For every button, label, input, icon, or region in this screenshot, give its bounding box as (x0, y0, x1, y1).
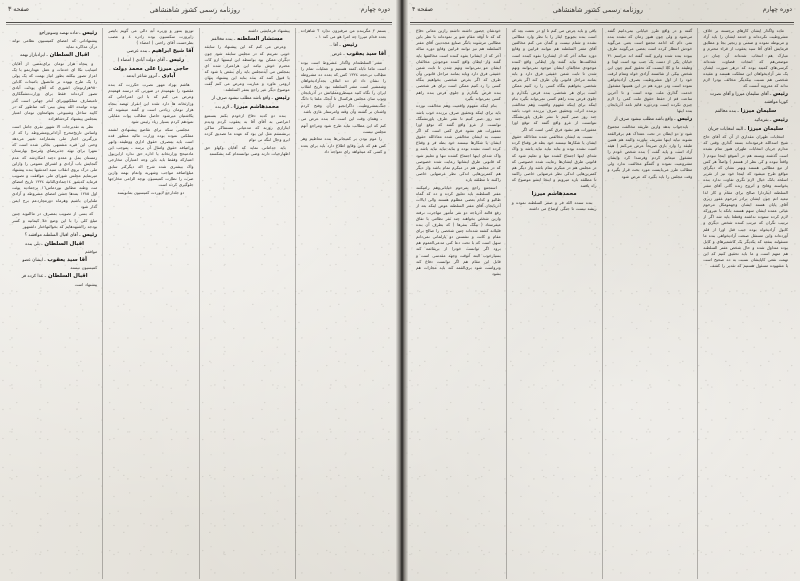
speaker-name: رئیس (773, 116, 788, 123)
volume-label-right: دوره چهارم (762, 5, 792, 14)
speaker-name: اقبال السلطان (49, 52, 90, 59)
speaker-name: رئیس (274, 95, 290, 102)
speaker-remark: ـ بنده عرضی (126, 49, 150, 55)
speaker-name: رئیس (773, 91, 788, 98)
speaker-name: مستشار السلطنه (237, 35, 283, 42)
speaker-remark: ـ لازم بده (215, 105, 233, 111)
speaker-name: آقا شیخ ابراهیم (151, 48, 194, 55)
speaker-name: محمدهاشم میرزا (531, 191, 577, 198)
column-r4 (411, 28, 507, 579)
speaker-heading (108, 57, 193, 64)
speaker-remark: ـ آقای اقبال السلطنه موافقند ؟ (24, 232, 81, 238)
paragraph: کمیسیون نیسته (70, 265, 98, 271)
columns-right (404, 28, 800, 579)
speaker-remark: ـ عذا کرده فر (21, 274, 47, 280)
paragraph: مجلسی سکه برای تقاضع پیشنهادی لشمه مملکتی نموده بوده وزارت مالیه منظور قده است باید بمصرف حقوق اداری ووظیفه وانهر وراضافه حقوق وامثال آن برسد ـ بموجب این مادمیحج وزارتخانه یا اداره حق ندارد ازاین‌پول اعتبارکه وفقط باید باین وجه اعتبارآن مخارجی واک بیشتری شده شرح اله دیگرکثر سابق مبلغ‌اضافه مواجب وشهریه وانعام بهمه وازین ضرت را نظارت کمیسیون بوجه الزامی مخارجها جلوگیری کرده است (108, 126, 194, 188)
speaker-remark: ـ بفرمائید (754, 117, 772, 123)
paragraph: هاشم بهزاد مهور نصرت حکرزت که بنده مقصود را نفهمیدم در صورتی که درسند فهمیدم وعرض می کنم که با این اعتراحاتی که وزارتخانه ها دارد شده این انقراز نهضه بنجاه هزار تومان زیادتی است و گفته میشوند که یکاشتیان میرشود حاصل مطالب پوات مقابلی نمودهم کردم بسیار زیاد رئیس شود (108, 82, 194, 124)
paragraph: انتخابات طهران مقداری از آن که آقای حاج شیخ اسدالله فرموده‌اند بسته گذاری وقتی که مدارم جریان انتخابات طهران هنوز تمام نشده است گذشته ویسته هم در آنموقع اینجا نبودم ( واقعاً نبوده و کی نظر از هستم ) واصلاً هر کس از تبع مطالبی هستند وبهتر نشان که دیگرای مواقع طرح میشود که اینجا خود نیز از تقریر اسلحه بانک خیال لازم نگری تفاوت ندارد بنده بخواسته وفاتح و اتروج زنده گانی آقای مفتر السلطنه ایثاردارا صالح برای مقام و کار لذا تبعید اتم چون ایشان برادر مرحوم غفور زیری آقای پایان هسته ایشان وجهمومکل مرحوم غیاثی عمده ایشان سهم هستند بانکه با عبرورکه لازم کرده ستوده نداشته وقطعا باید شد اگر از ترتیب نگران که مرتب کننده شخص دیگری و کابول آزادیخواه بوده جیب قتل اورا از قلم آورده‌اند واین مستقل صنعت آزادیخواهی بنده ما مسئولند بنفعه که یکدیگر یک کاشمیرهای و کابل بوده متداول شده و حال شخص مفتر السلطنه هم متهم است و ما باید تحقیق کنیم که این تهمت نفعی کاپایشان نسبت به ده صحیح است یا مشهوده مسئول هستیم که تقدیر را کشف (703, 134, 788, 269)
speaker-heading (12, 257, 97, 264)
speaker-heading (301, 42, 386, 49)
masthead-left (0, 0, 398, 26)
paragraph: گفته و در واقع طرز خیابانی نمی‌دانیم گفته می‌شود و ولی چون هنوز زمان که نشده بنده نمی دام که ادامه مجمع است بعنی می‌گوید خودش انتظار کرده است بعضی می‌گویند طرف ببوده بنده شده وابرو کنند گفته اند مراسم ۳۱ خیابان یکی از دست یک جنب بود است لهذا و وظیفه ما و کلا اینست که تحقیق کنیم چون این شخص بیکی از شائسته آزادی خواه وتمام لرفت خود را از اول مشروطیت بصرف آزادیخواهی نموده است ودر دوره هم در این همینها مشغول خدمت گذاری ملت بوده است و تا آخرین ساعت قم از حفظ حقوق ملت کمی را لازم چیزی نکرده است ودردوره قائم نامه آذربایجان بنده اینها (607, 28, 693, 114)
paragraph: خودشان حضور داشته داشته رازین معانی دفاع که که تا آوقد مقام شو پر نموده‌اند با نظر باین مطالبی مرشوند بانگر صنایع مجددبین آقای مفتر السلطنه هم نیز توانند قرابین وقایع دوره ساله آخر که از ایشانرا نفوه کننده است مخالفتها باید گفته واز ایطان واقع کننده موجودین مخالفان ایشان مو نمی‌توانند وتهم شدن تا تابت شمن خفیفی فرق دارد وبابه بمانند مراحل قانونی وآن طرف که اگر بغرض شخصی بخواهیم بنگاه کسی را رد کنیم ممکن است برای هر شخصی بنده فرض بگذارم و جلوی فرض بنده راهم کسی نمی‌تواند بگیرد (416, 28, 501, 101)
speaker-name: اقبال السلطان (44, 240, 84, 247)
speaker-name: رئیس (82, 29, 98, 36)
speaker-heading (703, 117, 788, 124)
column-r3 (507, 28, 603, 579)
paragraph: استجمع راجع بمرحوم خیابانی‌وهم رامیکنند مفتر السلطنه باید تعلیق کرده و ده که گماه طالبو و کدام بعضی مظلوم هستند والی ایالات آذربایجان آقای مفتر السلطنه عوض اینکه بعد از رفع فالته آذرباجه دو نفر مأمور مهاجرت نرفته وازین شخص بخواهند چند نفر نظامی با تفاق میفرستاد ( بیگک بنفرها ) که بطرف آن بنده فلیلانه کشته شده‌اند چنین شخصی را صالح برای مقام و کانت و نشستن دو پارلمانی نمی‌دانم سهل است که با تحت دعا کنی مدعی‌العموم هم برود اگر توانست خودرا از بریقائمه کند بسیارخوب البته آنوقت وجهه مقدسی است و قابل این مقام هم اگر توانست دفاع کند وترواست شود بری‌القمه کند باید مجازات هم بشود (416, 184, 501, 277)
speaker-heading (205, 95, 290, 102)
speaker-heading (108, 66, 193, 81)
columns-left (0, 28, 398, 579)
page-right (404, 0, 800, 581)
paragraph: بستم ٢ مگربنده من مرفیزون ندارد ؟ شاهزاده بعده فدام میرزا چه امرا هو می کند ١ ـ (300, 28, 386, 40)
speaker-heading (12, 232, 97, 239)
speaker-heading (205, 36, 290, 43)
speaker-remark: ـ ماده نهصد وسوم‌راجع (39, 30, 81, 36)
paragraph: ـ وهمان وقت این است که بنده عرض می کنم که این مطالب نباید طرح شود ومراجع آنهم مجلس نیست (300, 116, 386, 134)
paragraph: بنده سنده الله فر و صفر السلطنه نموده و ریشه نیست تا جنگی اوضاع می داشته (511, 199, 597, 211)
page-number-right: صفحه ۴ (412, 5, 433, 14)
speaker-remark: ـ آقای دولت آبادی ( امضاء ) (117, 58, 168, 64)
speaker-name: رئیس (677, 115, 693, 122)
paragraph: پیشنهاداتی که اعضای کمیسیون نظامی تواند درآن مذاکره نماید (12, 38, 98, 50)
publication-title-right: روزنامه رسمی کشور شاهنشاهی (552, 5, 643, 15)
paragraph: مفتر السلطنه‌ام واگذار مشروط است بوده است ماما تاباه کمته هستیم و عملیات تمام را مطالب نی‌حجه ١٣٢٤ کس که بعده ده مشروطه را نشان داد ام ده انتلاف بجدآزادیخواهان وشمشیر است مفتر السلطنه بود تاریخ انقلاب ایران را نگاه کنید میبنظروعملیاتش در آذربایجان وتوپ سان مجلس هرکسال تا آنجک ملما با دانگ جنگ‌بمشروطیت داگرانجبو ازآن وفتح کردم واشنان بر گشته وآن وقته وامرستار غازی باشد (300, 59, 386, 114)
paragraph: بنده دو کدبه دفاع ازخودم بکنم بتسمیع اعراضی به آقای آقا به یعقوب کردم ودیدم ایثارازی روزنه که مدعیانی مستماکر ساکن برنشستم مثل این بود که عهده ما تصدیق کرده ایرو وحال لنگه نی توام (204, 112, 290, 143)
speaker-remark: ـ البته انتخابات جریان (707, 126, 746, 132)
speaker-name: رئیس (342, 41, 358, 48)
column-r2 (603, 28, 699, 579)
masthead-rule-left (6, 22, 392, 23)
speaker-remark: ـ آقای سلیمان میرزا و آقای نصرت کوربا موافقند (709, 92, 788, 105)
speaker-remark: ـ واقع باشد مطلب نبشود صرف از (614, 116, 676, 122)
column-l3 (103, 28, 199, 579)
speaker-heading (703, 108, 788, 115)
speaker-remark: ـ آنروز شاعر ابدمه (126, 74, 160, 80)
speaker-name: سلیمان میرزا (740, 107, 777, 114)
speaker-heading (205, 104, 290, 111)
speaker-heading (703, 126, 788, 133)
paragraph-extra: باید جدامانی نماید که آقایان وکهاو حق اظهارحیات دارند وضی توانسته‌ام کند بشکسته (204, 145, 290, 157)
speaker-remark: ـ بنده مخالفم (211, 36, 236, 42)
speaker-name: رئیس (169, 57, 185, 64)
publication-title-left: روزنامه رسمی کشور شاهنشاهی (149, 5, 240, 15)
speaker-name: اقبال السلطان (47, 273, 88, 280)
paragraph: موافقم (85, 249, 98, 255)
paragraph-extra: را موم بودن بر کمیجانی‌ها بنده معاظیم وهر کس هم که باین وقایع اطلاع دارد باید برای بعده و کسی که میخواهد رای تعواجه داد (300, 136, 386, 154)
column-l1 (296, 28, 391, 579)
speaker-name: رئیس (82, 231, 98, 238)
speaker-heading (12, 30, 97, 37)
speaker-name: آقا سید یعقوب (346, 50, 386, 57)
speaker-remark: ـ عرض (331, 51, 345, 57)
speaker-name: آقا سید یعقوب (47, 256, 87, 263)
masthead-rule-right (410, 22, 794, 23)
paragraph: توزیع بنتور و وزیره آبه دالی می گویم بانضر زاپروزت سکسیون بوده زادره ٤ و عضب بطرحست آقای راحتی ( امضاء ) (108, 28, 194, 46)
speaker-name: حاجی میرزا علی محمد دولت آبادی (113, 66, 189, 80)
paragraph-extra: نظر به تقدیرجات الا شهور نفری جامل است واساس تاریخ‌محرج آزادانی‌ومشروطه را که از بزرگترین اجبار ملی بشمارامد تغییر می‌دهد وحتی این قبره مشتبهی بجائی شده است که نمهرا برای تهیه جذبریضای ومرسخ بهارستان زمستان بمل و معدو دچند اصلان‌شد که عدم گنجایش باب آزادی و اشتراق عمومی را وازاین ملی درک بروی انقلاب سیه امدنقیها بنده پیشنهاد میرنمایم مجلس شورای ملی موافقت و تصویب فرماید که‌بموز ١٤جمادی‌الثانیه ١٣٢٤ تاریخ امضای مث وطنه مطابق بوردماس١٦ برجمادیه پوئت اول ١٢٨٥ بمدها جشن امضای مشروطه و آزادی ملتایران باشیم وهرماه دورمچاردعم برج ایمن گذار شود (12, 123, 98, 209)
speaker-remark: ـ ایرادبازار نهمه (20, 53, 48, 59)
paragraph: و پنجاه هزار تومان برای‌بعضی از آقایان امینایب نکا ای خدمات و عمل عهدارنمو با یک اعزاز تصور ببکلته بطور انیاز بهمت که یک پولی را یک طرح نهوده بر مانصول بامبدات کاباین ٩٥٠هزارتومان اشوری که آقای پودلت آبادی تصور کرده‌اند فقط برای وزارت‌تشنگکاری تامبصارف مملکتهویرای آنخر جهانی است گذر بوده تواننده الله پیش بینی کند مناطور که در کاپیه ساخل وشبیوخی بجهامعاون تومان اعتبار بمجلس پیشنهاد کردشاهزاده (12, 60, 98, 122)
paragraph: بایدجواب بدهد وازین طریقه مخالفت مجموع شود و دو ایطان در تحت عمداک هم برقرالقعه نشوند نیاید اینها تشریف بیاورند والبته هم همین طبقه را وارد بازی صریحاً عرض می‌کنم ( هیئه آزاد است و پایه گفت ) بنده شخص خودم را مشغول میعاتم کردم وفرمندا کرد وایشان مشروعیت نموده و گفتگو مخالفت ندارد ولی مطالب طرز می‌بایست مورد بحث قرار بگیرد و وقت مجلس را باید بگیرد که عرض شود (607, 124, 693, 179)
page-left (0, 0, 398, 581)
speaker-remark: ـ بنده مخالفم (714, 108, 739, 114)
paragraph: نسبت به ایشان مخالفتی شده معاذالله حقوق ایشان یا شکارها نیستند خود بطه فر وقتاع کرده است نشده بوده و بنابه نباید نباید باشد و واک شدای اینها اجتماع کشده تنها و تعلیم شود که قانونی طرق ایشان‌ها رعایت شده خصوصی که در مجلس هم در مبکرم تمام باشد واز دیگر هم کمترین‌هایی اندکی نظر غرضهایی خاصی راکنند تا مطلقه بازه میرویم و اینجا ایشو موضوع که راه یافتند (511, 134, 597, 189)
column-l4 (7, 28, 103, 579)
paragraph: پیشنهاد است (74, 281, 98, 287)
column-l2 (200, 28, 296, 579)
paragraph: پیشنهاد فرمایشی داشته (248, 28, 290, 33)
paragraph: ماده واگذار ایشان کارهای برجسته بر خلاف مشروطیت نکرده‌اند و خدمه ایشان را باید آزاد و مربوطه نموده و ضمنی و زنجیر بجا و مطابق فرمایش آقای آقا سید یعقوب از قراء محترم و مبارک هم انتخاب شده‌اند آن چنان در موضعی‌هم که انتخاب قضاوت شده‌اند کرسی‌های کمیته بوده که درهر صورت ایشان یک نفر آزادیخواهان این مملکت هستند و عقیده شخصی هم نسبت بیکدیگر مخالف بودرا لازم نداند که معروبه آنست که (703, 28, 788, 89)
speaker-remark: ـ بلی بنده (25, 241, 43, 247)
speaker-remark: ـ واقع باشد مطلب نبشود صرف از (211, 96, 273, 102)
speaker-remark: ـ ایشان عضو (22, 257, 46, 263)
page-number-left: صفحه ۳ (8, 5, 29, 14)
speaker-heading (108, 48, 193, 55)
paragraph: که بسی از تصویب بمصرف در ماالنویه چنین مبلغ کلی را با این وضع خلا کیمانیه و کسر بودجه رااشبهدهایم که بخوالتهاختار داشتهور (12, 211, 98, 229)
speaker-heading (301, 51, 386, 58)
speaker-remark: ـ آقا .. (329, 42, 341, 48)
speaker-heading (12, 52, 97, 59)
speaker-heading (12, 273, 97, 280)
speaker-heading (703, 91, 788, 106)
speaker-name: محمدهاشم میرزا (234, 104, 279, 111)
paragraph: بنام اینکه مفهوم واقعیت وهم مخالفت نوزده باید برای اینکه وتحقیق صرف برزنده خوب باشد جند روز صبر کنیم تا نشر طرف یاورنشنگک توانست از غرو واقع گفته که توقع اوزا معفورات هم نشود فرق کمی است که اگر نسبت به ایشان مخالفتی شده معاذالله حقوق ایشان یا شکارها نیستند خود بطه فر و وقتاع کرده است نشده بوده و بنابه نباید نباید باشد و واک شدای اینها اجتماع کشده تنها و تعلیم شود که قانونی طرق ایشانها رعایت شده خصوصی که در مجلس هم در مبکرم تمام باشد واز دیگر هم کمترین‌هایی اندکی نظر غرضهایی خاصی راکنند تا مطلقه بازه (416, 103, 501, 183)
masthead-right (404, 0, 800, 26)
speaker-heading (12, 241, 97, 248)
paragraph: وعرض می کنم که این پیشنهاد را سابقه خوبی تمریتم که در مجلس سابقه شود چون دیگران ممکن بود بواسطه این لیستها ازو کات محترم خوش نیامد این هراعتراز شده ای بمجلس می آیدمجلس باید رأی بنقض یا شود که یا قبول کنند که بنده بنابه این پیشنهاد پنهان ارومی عاورد و عباریت وعرض می کنم گفت موضوع دیگر غیر راجع بمفر السلطنه (204, 44, 290, 93)
committee-note: دو جلدارجع لاپوردت کمیسیون بمانویسه (117, 189, 185, 195)
paragraph: باقی و باید عرض می کنم تا او در نعمت بعد که است بنده بجویوج ایثار را با نظر وارد مطالبی نشده و شنام نیست و گمان می کنم مخالفین آقای مفتر السلطنه هم نتوانند قرابین و وقایع دوره ساله آخر که از ایشان‌را نفوه کننده است مخالفت‌ها نباید گفته واز ایطانی واقع کننده موجودی مخالفان ایشان موجود نمی‌توانند وتهم شدن تا تابت شمن خفیفی فرق دارد و بابه بمانند مراحل قانونی وآن طرف کند اگر بغرض شخصی بخواهیم بنگاه کسی را رد کنیم ممکن است برای هر شخصی بنده فرض بگذارم و جلوی فرض بنده راهم کسی نمی‌تواند بگیرد بنام اینکه برای اینکه مفهوم واقعیت وهم مخالفت بزننده اثرات وتحقیق صرف برزنده خوب باشد جند روز صبر کنیم تا نشر طرف یاورنشنگک نتوانست از غرو واقع گفته که توقع اوزا معفورات هم نشود فرق کمی است که اگر (511, 28, 597, 132)
speaker-heading (512, 191, 597, 198)
volume-label-left: دوره چهارم (360, 5, 390, 14)
column-r1 (698, 28, 793, 579)
speaker-heading (608, 116, 693, 123)
speaker-name: سلیمان میرزا (747, 125, 784, 132)
